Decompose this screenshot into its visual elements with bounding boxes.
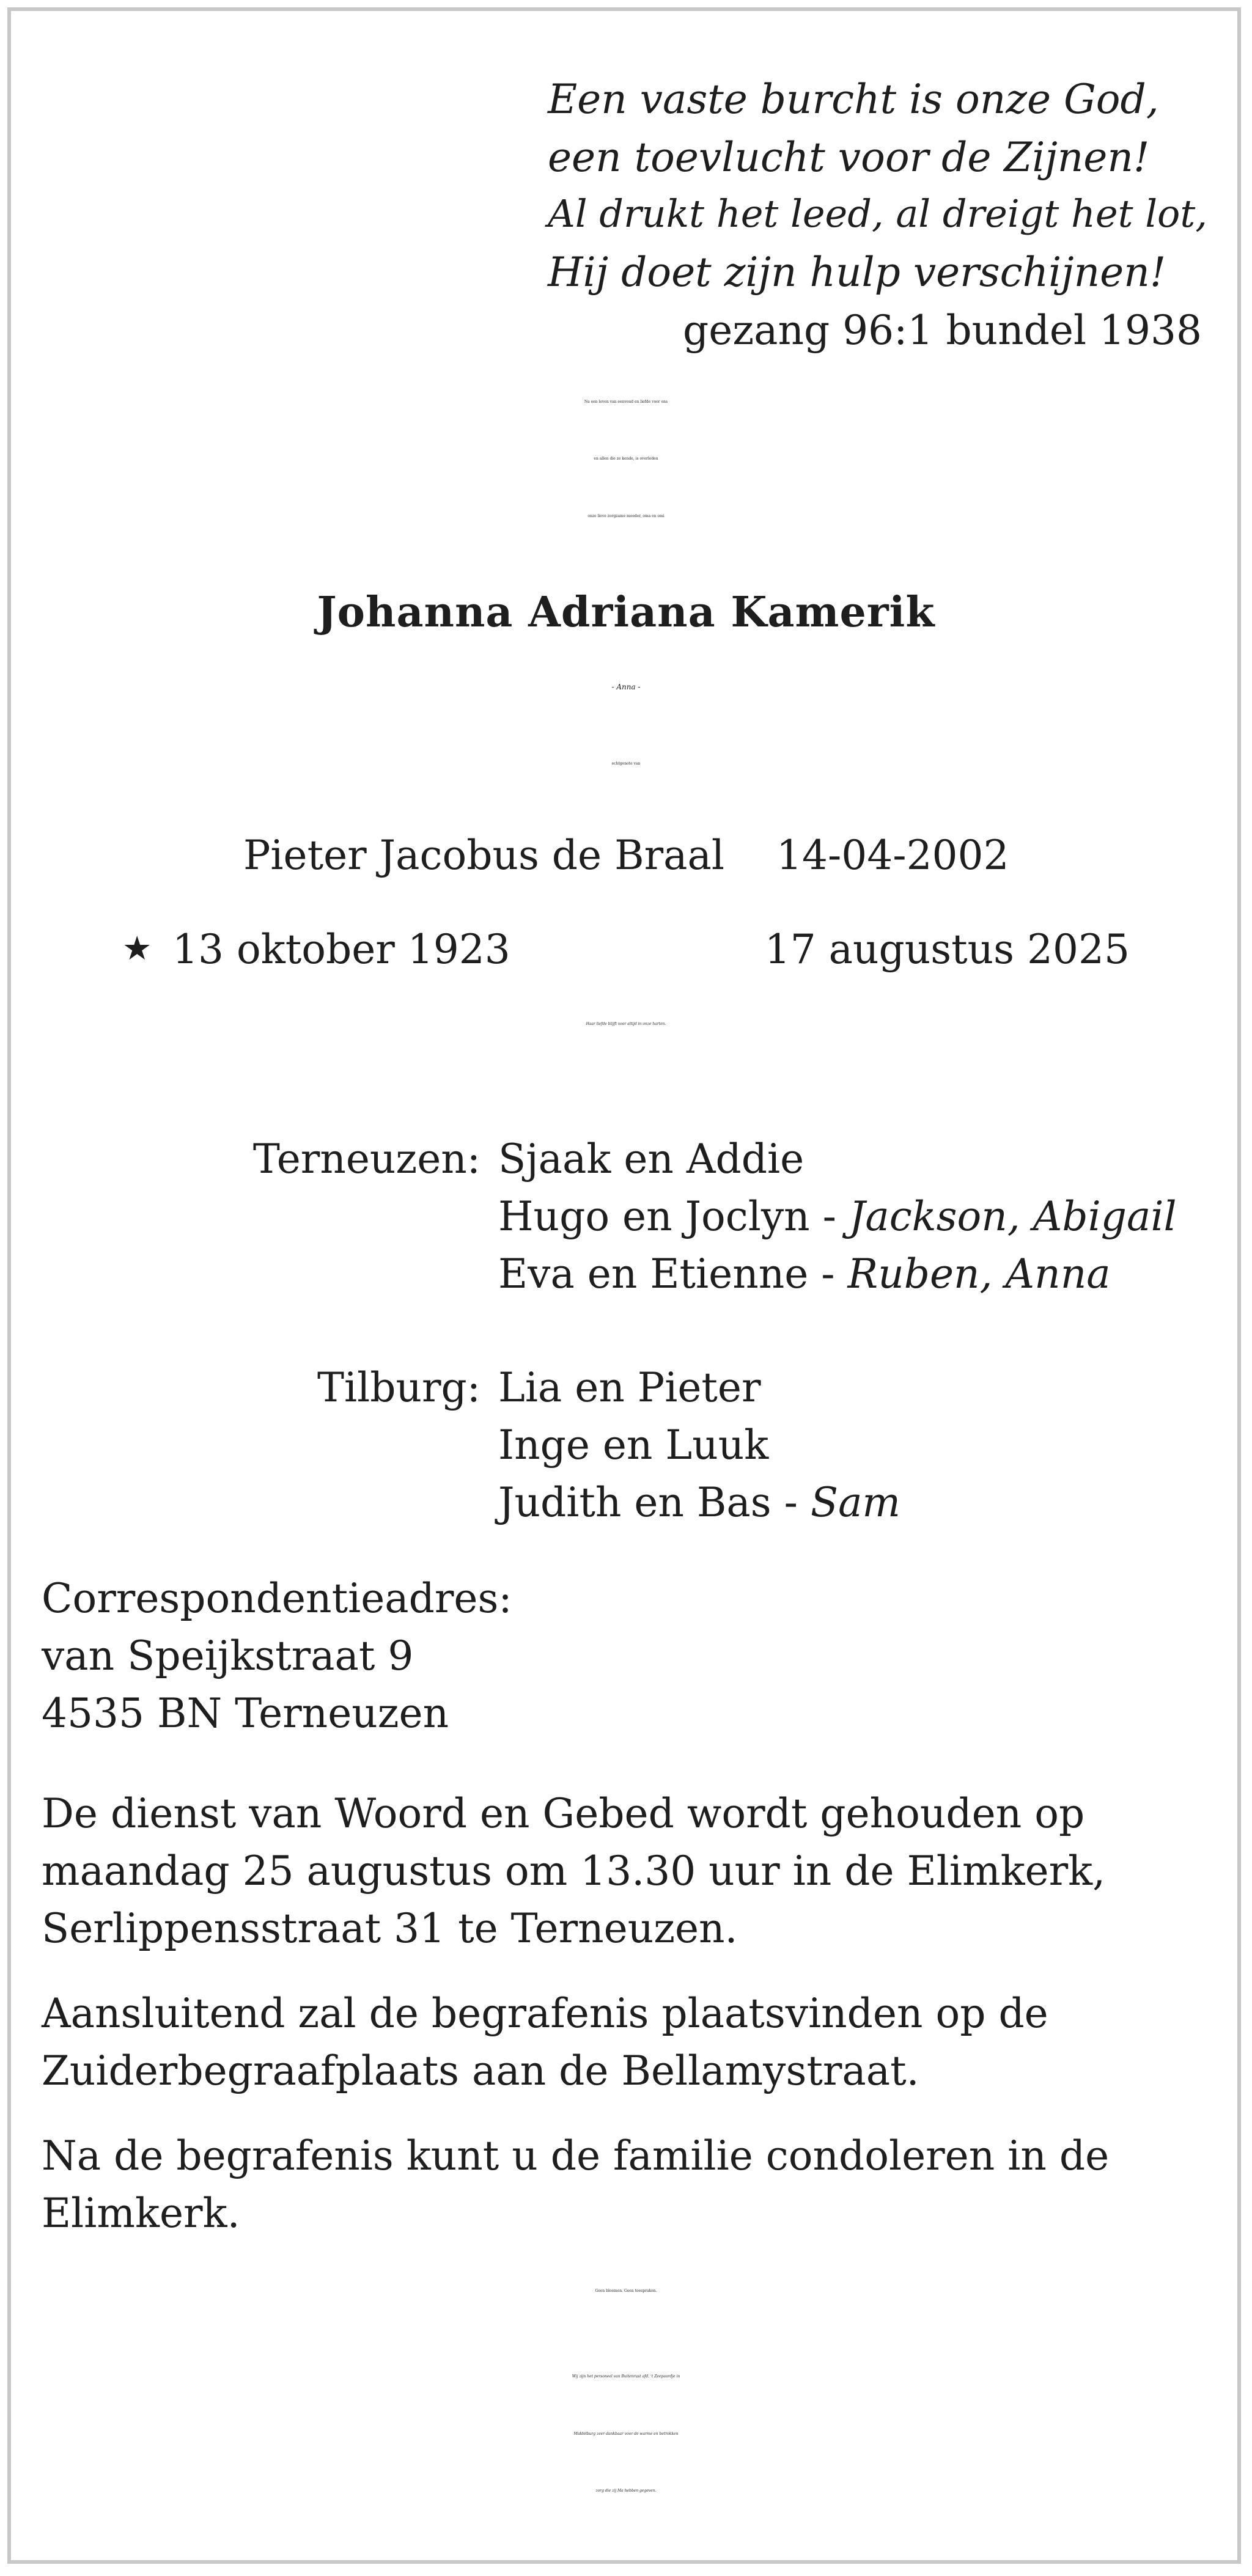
- condolence-line: Elimkerk.: [42, 2190, 240, 2237]
- verse-source: gezang 96:1 bundel 1938: [683, 307, 1202, 354]
- service-line: maandag 25 augustus om 13.30 uur in de Elimkerk,: [42, 1848, 1106, 1895]
- verse-line: een toevlucht voor de Zijnen!: [548, 134, 1150, 181]
- notice: Geen bloemen. Geen toespraken.: [595, 2289, 657, 2293]
- verse-line: Een vaste burcht is onze God,: [548, 76, 1159, 123]
- spouse-name: Pieter Jacobus de Braal: [243, 832, 724, 879]
- spouse-label: echtgenote van: [611, 761, 641, 766]
- birth-date: 13 oktober 1923: [172, 926, 510, 973]
- correspondence-street: van Speijkstraat 9: [42, 1632, 414, 1679]
- intro-line: onze lieve zorgzame moeder, oma en omi: [587, 514, 665, 518]
- verse-line: Hij doet zijn hulp verschijnen!: [548, 249, 1166, 296]
- family-line: Lia en Pieter: [498, 1364, 761, 1411]
- family-place: Tilburg:: [317, 1364, 481, 1411]
- family-line: Judith en Bas - Sam: [498, 1479, 901, 1526]
- service-line: De dienst van Woord en Gebed wordt gehouden op: [42, 1790, 1085, 1837]
- service-line: Serlippensstraat 31 te Terneuzen.: [42, 1905, 738, 1952]
- deceased-nickname: - Anna -: [611, 683, 641, 691]
- burial-line: Zuiderbegraafplaats aan de Bellamystraat.: [42, 2047, 919, 2094]
- correspondence-city: 4535 BN Terneuzen: [42, 1690, 449, 1737]
- thanks-line: zorg die zij Ma hebben gegeven.: [595, 2489, 657, 2493]
- intro-line: Na een leven van eenvoud en liefde voor ons: [584, 400, 668, 404]
- death-date: 17 augustus 2025: [764, 926, 1130, 973]
- star-icon: ★: [122, 929, 152, 967]
- deceased-name: Johanna Adriana Kamerik: [317, 588, 935, 637]
- burial-line: Aansluitend zal de begrafenis plaatsvinden op de: [42, 1990, 1048, 2037]
- family-place: Terneuzen:: [252, 1136, 481, 1183]
- thanks-line: Wij zijn het personeel van Buitenrust afd. ‘t Zeepaardje in: [572, 2374, 680, 2379]
- correspondence-label: Correspondentieadres:: [42, 1575, 512, 1622]
- spouse-date: 14-04-2002: [776, 832, 1009, 879]
- family-line: Sjaak en Addie: [498, 1136, 805, 1183]
- motto: Haar liefde blijft voor altijd in onze harten.: [586, 1022, 666, 1026]
- thanks-line: Middelburg zeer dankbaar voor de warme en betrokken: [573, 2432, 679, 2436]
- verse-line: Al drukt het leed, al dreigt het lot,: [548, 191, 1208, 236]
- condolence-line: Na de begrafenis kunt u de familie condoleren in de: [42, 2132, 1110, 2179]
- intro-line: en allen die ze kende, is overleden: [594, 457, 658, 461]
- family-line: Eva en Etienne - Ruben, Anna: [498, 1250, 1111, 1297]
- family-line: Inge en Luuk: [498, 1422, 769, 1469]
- family-line: Hugo en Joclyn - Jackson, Abigail: [498, 1193, 1177, 1240]
